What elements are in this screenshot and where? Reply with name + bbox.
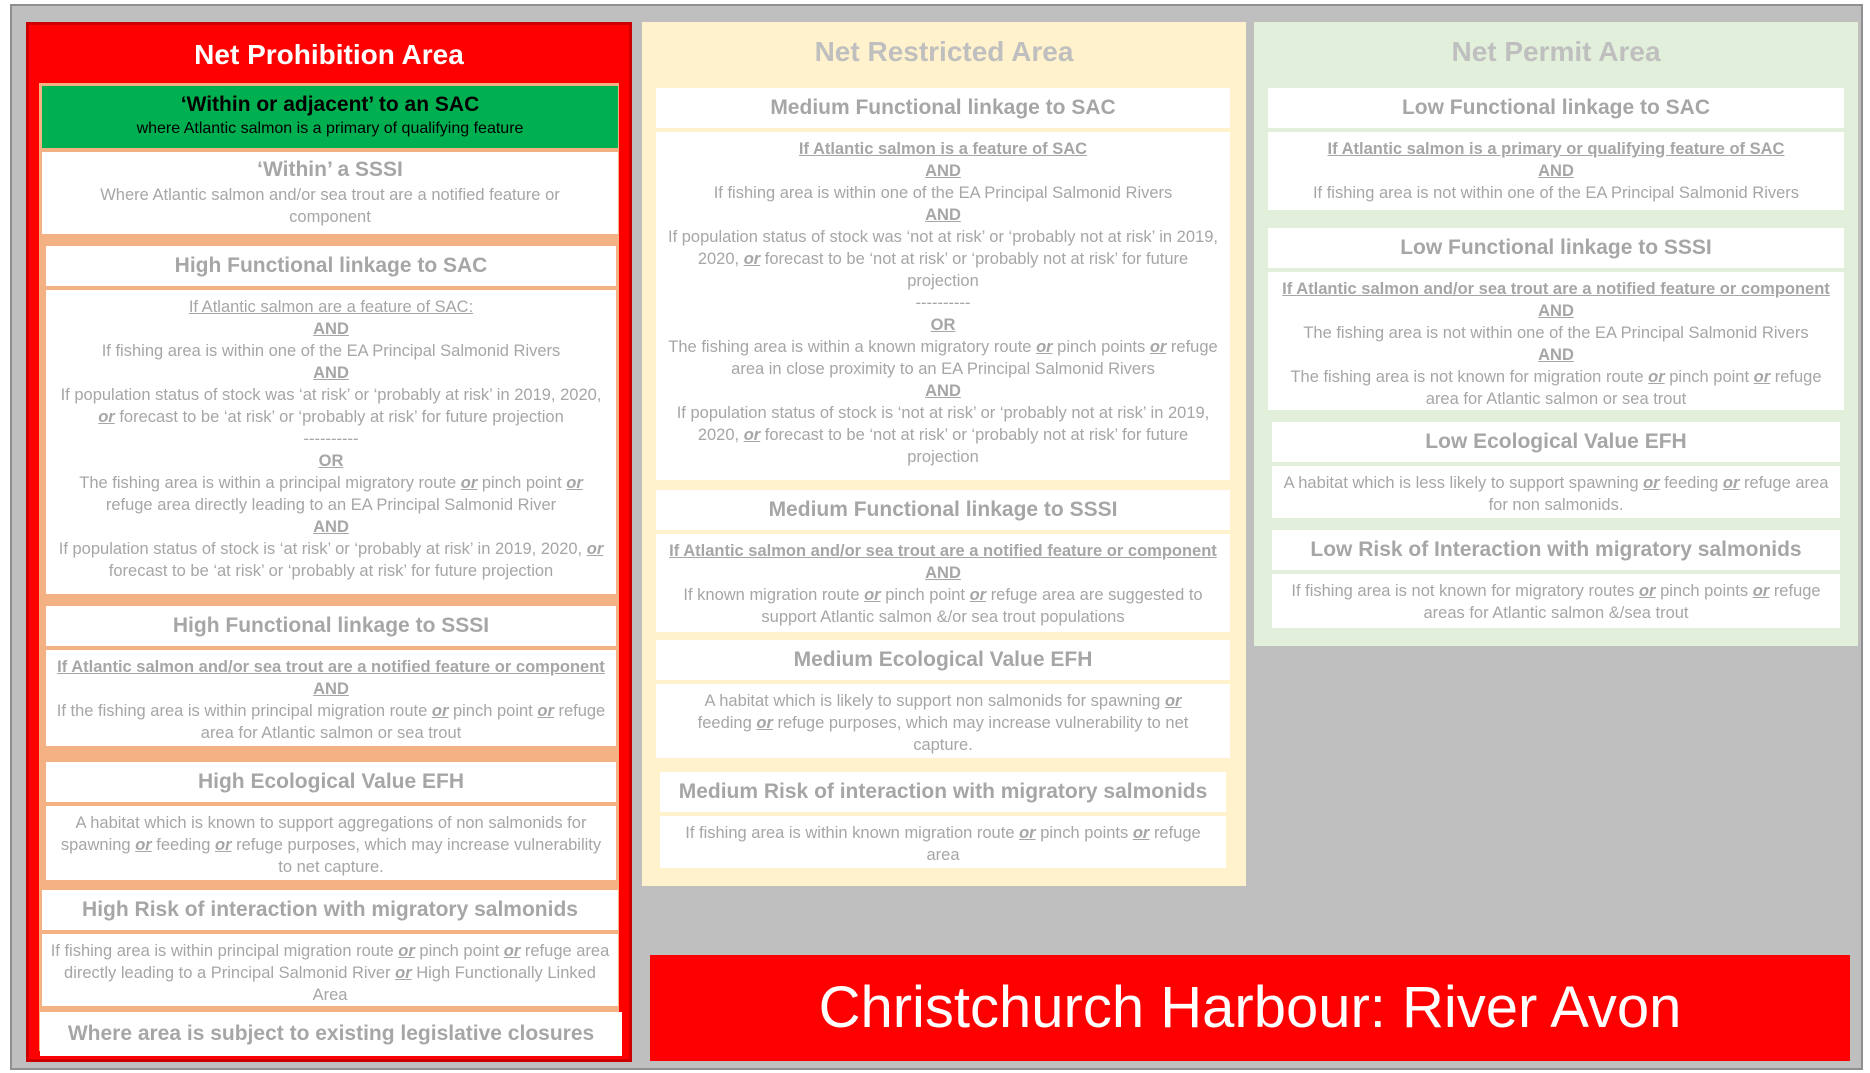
route-b: pinch point xyxy=(481,474,562,492)
high-sac-status-b: forecast to be ‘at risk’ or ‘probably at risk’ for future projection xyxy=(119,408,564,426)
low-efh-card xyxy=(1272,422,1840,518)
or-word: or xyxy=(566,474,583,492)
or-word: or xyxy=(1643,474,1660,492)
and-label: AND xyxy=(925,382,961,400)
or-word: or xyxy=(586,540,604,558)
efh-a: A habitat which is known to support aggregations of non salmonids for spawning xyxy=(60,814,587,854)
or-word: or xyxy=(1132,824,1150,842)
high-sac-status xyxy=(54,384,608,428)
status2-a: If population status of stock is ‘at risk’ or ‘probably at risk’ in 2019, 2020, xyxy=(58,540,583,558)
medium-efh-body xyxy=(664,690,1222,756)
within-adjacent-sac-box xyxy=(42,86,618,148)
or-word: or xyxy=(503,942,521,960)
mrisk-c: refuge area xyxy=(926,824,1201,864)
or-word: or xyxy=(743,250,761,268)
low-sssi-card xyxy=(1268,228,1844,410)
medium-sssi-route xyxy=(664,584,1222,628)
mstatus-b: forecast to be ‘not at risk’ or ‘probably not at risk’ for future projection xyxy=(764,250,1189,290)
or-word: or xyxy=(1164,692,1182,710)
net-permit-title: Net Permit Area xyxy=(1451,36,1661,67)
route-c: refuge area directly leading to an EA Principal Salmonid River xyxy=(105,496,557,514)
medium-efh-card xyxy=(656,640,1230,758)
risk-a: If fishing area is within principal migration route xyxy=(50,942,394,960)
lrisk-a: If fishing area is not known for migratory routes xyxy=(1291,582,1635,600)
medium-sac-status xyxy=(664,226,1222,292)
mroute-c: refuge area in close proximity to an EA Principal Salmonid Rivers xyxy=(731,338,1218,378)
and-label: AND xyxy=(925,162,961,180)
high-efh-card xyxy=(46,762,616,880)
efh-c: refuge purposes, which may increase vulnerability to net capture. xyxy=(236,836,602,876)
and-label: AND xyxy=(313,364,349,382)
efh-b: feeding xyxy=(156,836,211,854)
medium-risk-body xyxy=(668,822,1218,866)
lsssi-a: The fishing area is not known for migration route xyxy=(1290,368,1644,386)
low-risk-body xyxy=(1280,580,1832,624)
and-label: AND xyxy=(925,206,961,224)
or-separator: OR xyxy=(318,452,344,470)
medium-risk-card xyxy=(660,772,1226,868)
msssi-b: pinch point xyxy=(885,586,965,604)
net-prohibition-title: Net Prohibition Area xyxy=(194,39,464,70)
low-sac-condition: If Atlantic salmon is a primary or qualifying feature of SAC xyxy=(1327,140,1785,158)
and-label: AND xyxy=(925,564,961,582)
medium-sac-status2 xyxy=(664,402,1222,468)
high-sssi-route xyxy=(54,700,608,744)
high-efh-title: High Ecological Value EFH xyxy=(197,770,465,793)
high-risk-title: High Risk of interaction with migratory salmonids xyxy=(82,898,578,921)
lrisk-b: pinch points xyxy=(1660,582,1749,600)
high-sssi-condition: If Atlantic salmon and/or sea trout are a notified feature or component xyxy=(57,658,605,676)
lsssi-c: refuge area for Atlantic salmon or sea trout xyxy=(1425,368,1822,408)
closures-card xyxy=(40,1012,622,1056)
medium-sac-title: Medium Functional linkage to SAC xyxy=(770,96,1116,119)
medium-sac-route xyxy=(664,336,1222,380)
and-label: AND xyxy=(1538,302,1574,320)
or-word: or xyxy=(398,942,415,960)
or-word: or xyxy=(1149,338,1167,356)
dashes: ---------- xyxy=(915,294,971,312)
risk-c: refuge area directly leading to a Principal Salmonid River xyxy=(64,942,610,982)
or-word: or xyxy=(431,702,449,720)
high-efh-body xyxy=(54,812,608,878)
or-word: or xyxy=(1722,474,1740,492)
low-risk-card xyxy=(1272,530,1840,628)
low-sssi-river: The fishing area is not within one of the EA Principal Salmonid Rivers xyxy=(1303,324,1809,342)
mstatus-a: If population status of stock was ‘not at risk’ or ‘probably not at risk’ in 2019, 2020, xyxy=(668,228,1218,268)
or-word: or xyxy=(1752,582,1770,600)
mroute-a: The fishing area is within a known migratory route xyxy=(668,338,1032,356)
or-word: or xyxy=(215,836,232,854)
msssi-c: refuge area are suggested to support Atlantic salmon &/or sea trout populations xyxy=(761,586,1203,626)
high-sac-status-a: If population status of stock was ‘at risk’ or ‘probably at risk’ in 2019, 2020, xyxy=(60,386,602,404)
or-word: or xyxy=(135,836,152,854)
or-word: or xyxy=(1036,338,1053,356)
lrisk-c: refuge areas for Atlantic salmon &/sea trout xyxy=(1423,582,1821,622)
mroute-b: pinch points xyxy=(1057,338,1146,356)
or-word: or xyxy=(1753,368,1771,386)
high-sac-card xyxy=(46,246,616,594)
mefh-a: A habitat which is likely to support non salmonids for spawning xyxy=(704,692,1161,710)
lefh-b: feeding xyxy=(1664,474,1719,492)
within-sssi-body: Where Atlantic salmon and/or sea trout are a notified feature or component xyxy=(100,186,560,226)
high-sac-condition: If Atlantic salmon are a feature of SAC: xyxy=(188,298,474,316)
location-title-banner: Christchurch Harbour: River Avon xyxy=(650,955,1850,1061)
mrisk-b: pinch points xyxy=(1040,824,1129,842)
low-sac-card xyxy=(1268,88,1844,210)
mefh-b: feeding xyxy=(697,714,752,732)
medium-sssi-card xyxy=(656,490,1230,632)
lsssi-b: pinch point xyxy=(1669,368,1750,386)
medium-sac-river: If fishing area is within one of the EA Principal Salmonid Rivers xyxy=(713,184,1173,202)
and-label: AND xyxy=(1538,162,1574,180)
high-sac-title: High Functional linkage to SAC xyxy=(174,254,488,277)
risk-d: High Functionally Linked Area xyxy=(312,964,596,1004)
medium-sssi-title: Medium Functional linkage to SSSI xyxy=(768,498,1118,521)
low-sssi-condition: If Atlantic salmon and/or sea trout are a notified feature or component xyxy=(1282,280,1830,298)
medium-efh-title: Medium Ecological Value EFH xyxy=(793,648,1093,671)
sssi-route-a: If the fishing area is within principal migration route xyxy=(56,702,428,720)
sac-box-title: ‘Within or adjacent’ to an SAC xyxy=(180,93,480,116)
or-word: or xyxy=(756,714,773,732)
route-a: The fishing area is within a principal migratory route xyxy=(79,474,457,492)
high-sac-river: If fishing area is within one of the EA Principal Salmonid Rivers xyxy=(101,342,561,360)
or-word: or xyxy=(395,964,412,982)
or-word: or xyxy=(98,408,115,426)
low-sac-title: Low Functional linkage to SAC xyxy=(1401,96,1710,119)
closures-title: Where area is subject to existing legislative closures xyxy=(67,1022,595,1045)
status2-b: forecast to be ‘at risk’ or ‘probably at risk’ for future projection xyxy=(108,562,554,580)
mrisk-a: If fishing area is within known migration route xyxy=(685,824,1015,842)
within-sssi-card xyxy=(42,152,618,234)
or-word: or xyxy=(1019,824,1036,842)
low-sssi-title: Low Functional linkage to SSSI xyxy=(1400,236,1712,259)
or-separator: OR xyxy=(930,316,956,334)
sssi-route-b: pinch point xyxy=(452,702,533,720)
or-word: or xyxy=(460,474,478,492)
medium-risk-title: Medium Risk of interaction with migratory salmonids xyxy=(678,780,1208,803)
high-sac-status2 xyxy=(54,538,608,582)
and-label: AND xyxy=(313,680,349,698)
medium-sac-card xyxy=(656,88,1230,480)
low-sac-river: If fishing area is not within one of the EA Principal Salmonid Rivers xyxy=(1312,184,1800,202)
within-sssi-title: ‘Within’ a SSSI xyxy=(257,158,403,181)
medium-sac-condition: If Atlantic salmon is a feature of SAC xyxy=(798,140,1088,158)
mstatus2-b: forecast to be ‘not at risk’ or ‘probably not at risk’ for future projection xyxy=(764,426,1189,466)
lefh-a: A habitat which is less likely to support spawning xyxy=(1283,474,1639,492)
or-word: or xyxy=(1648,368,1665,386)
high-risk-body xyxy=(50,940,610,1006)
or-word: or xyxy=(864,586,881,604)
and-label: AND xyxy=(313,320,349,338)
low-efh-body xyxy=(1280,472,1832,516)
sssi-route-c: refuge area for Atlantic salmon or sea trout xyxy=(200,702,606,742)
high-sssi-card xyxy=(46,606,616,746)
or-word: or xyxy=(537,702,554,720)
msssi-a: If known migration route xyxy=(683,586,860,604)
and-label: AND xyxy=(1538,346,1574,364)
low-efh-title: Low Ecological Value EFH xyxy=(1425,430,1687,453)
or-word: or xyxy=(969,586,987,604)
dashes: ---------- xyxy=(303,430,359,448)
high-sac-route xyxy=(54,472,608,516)
high-risk-card xyxy=(42,890,618,1006)
low-sssi-route xyxy=(1276,366,1836,410)
or-word: or xyxy=(1638,582,1656,600)
low-risk-title: Low Risk of Interaction with migratory salmonids xyxy=(1310,538,1802,561)
medium-sssi-condition: If Atlantic salmon and/or sea trout are a notified feature or component xyxy=(669,542,1217,560)
high-sssi-title: High Functional linkage to SSSI xyxy=(172,614,490,637)
and-label: AND xyxy=(313,518,349,536)
mefh-c: refuge purposes, which may increase vulnerability to net capture. xyxy=(777,714,1189,754)
or-word: or xyxy=(743,426,761,444)
net-restricted-title: Net Restricted Area xyxy=(814,36,1074,67)
mstatus2-a: If population status of stock is ‘not at risk’ or ‘probably not at risk’ in 2019, 2020, xyxy=(676,404,1210,444)
lefh-c: refuge area for non salmonids. xyxy=(1488,474,1829,514)
risk-b: pinch point xyxy=(419,942,500,960)
sac-box-subtitle: where Atlantic salmon is a primary of qualifying feature xyxy=(136,120,524,137)
